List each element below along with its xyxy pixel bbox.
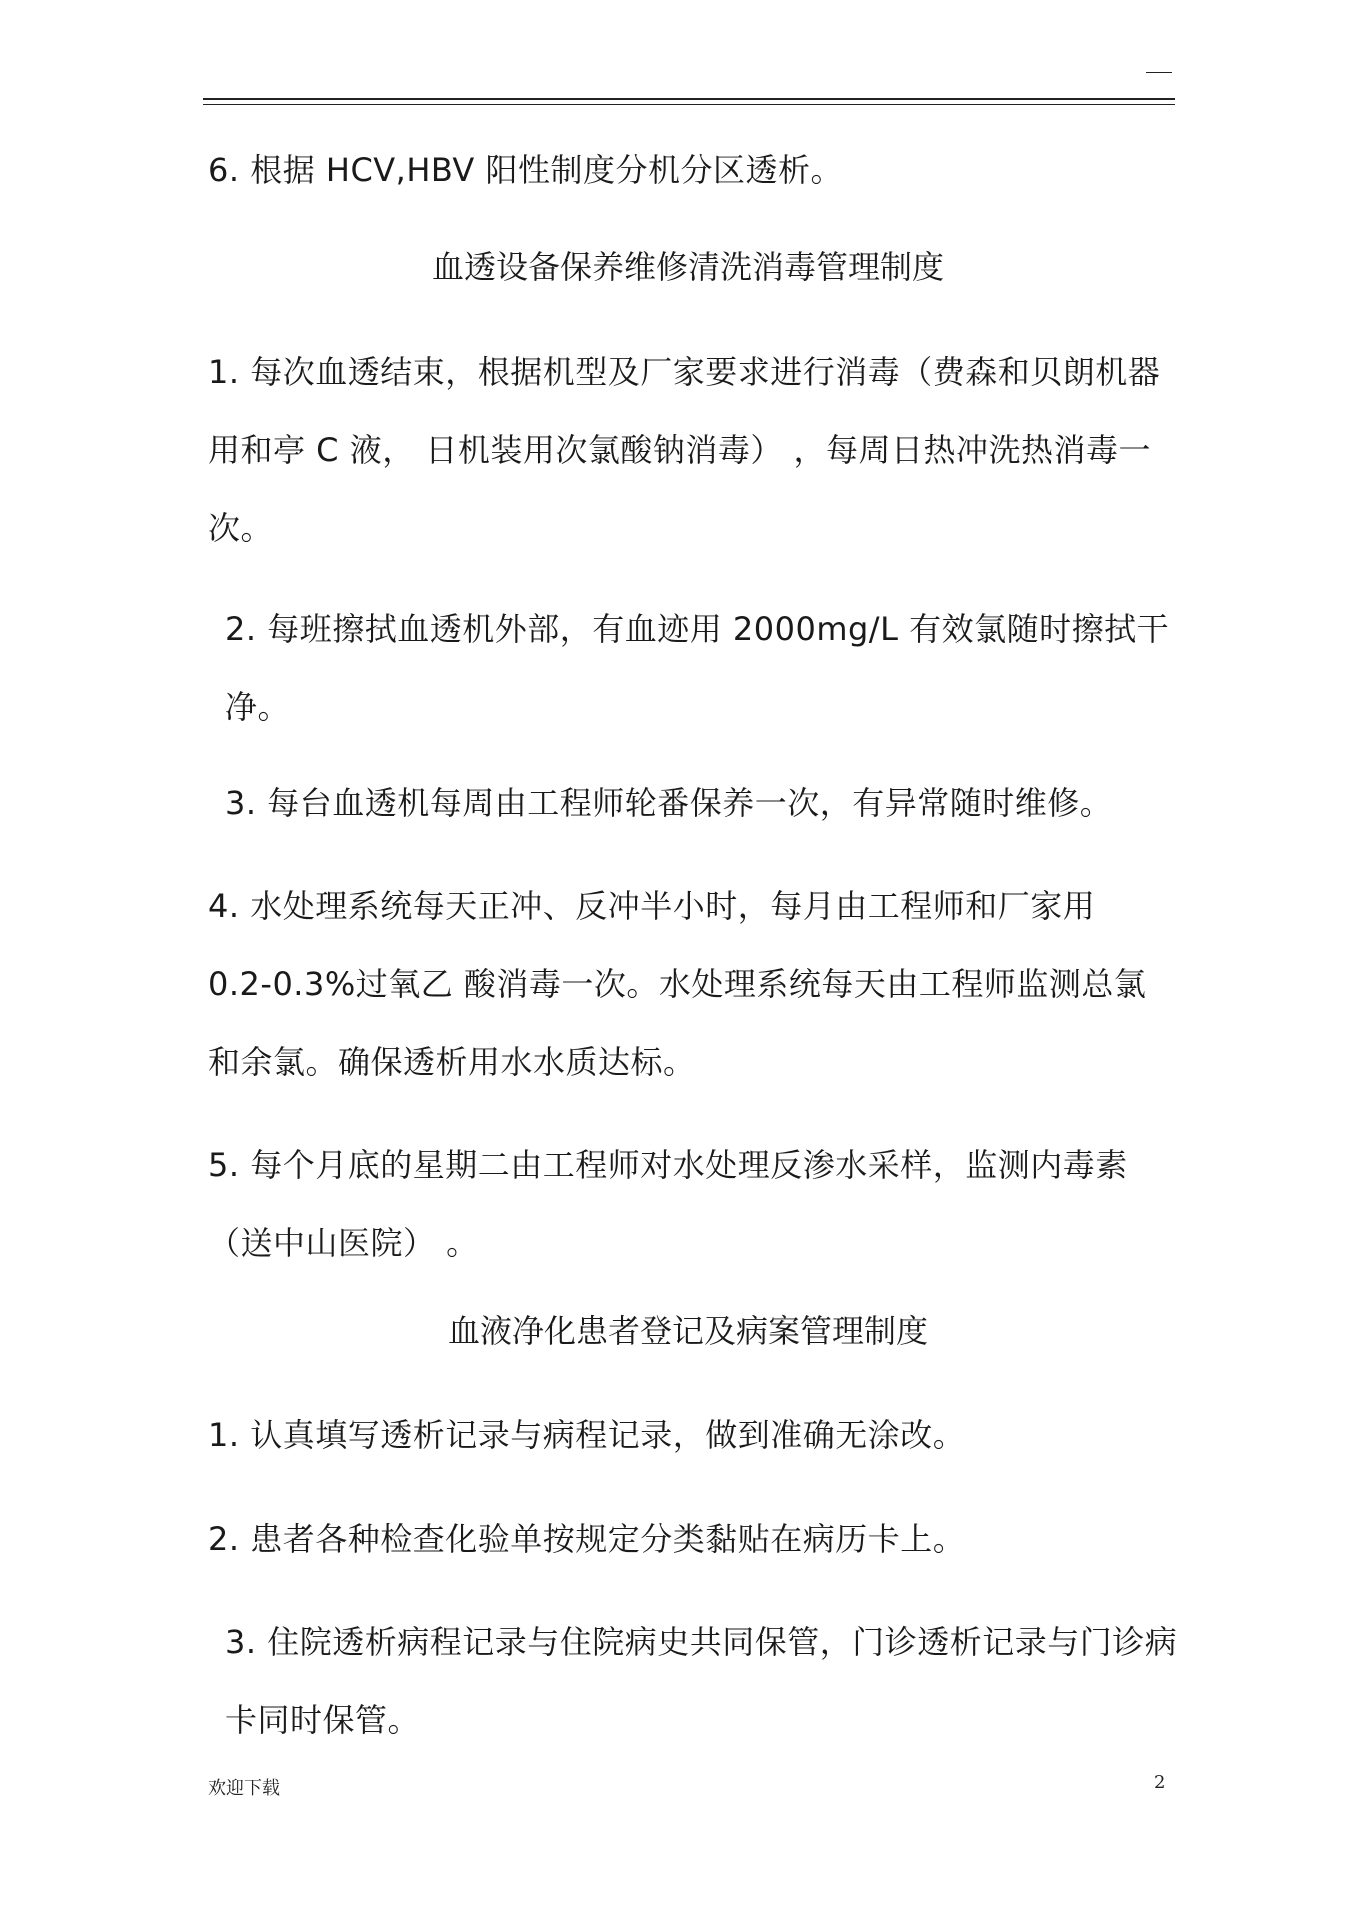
- paragraph-equipment-5: 5. 每个月底的星期二由工程师对水处理反渗水采样，监测内毒素（送中山医院） 。: [208, 1146, 1128, 1262]
- footer-download-text: 欢迎下载: [208, 1778, 280, 1799]
- header-rule: [203, 98, 1175, 100]
- paragraph-records-1: 1. 认真填写透析记录与病程记录，做到准确无涂改。: [208, 1416, 966, 1454]
- section-heading-records: 血液净化患者登记及病案管理制度: [447, 1312, 928, 1350]
- section-heading-equipment: 血透设备保养维修清洗消毒管理制度: [431, 248, 944, 286]
- page-number: 2: [1154, 1772, 1166, 1793]
- paragraph-records-2: 2. 患者各种检查化验单按规定分类黏贴在病历卡上。: [208, 1520, 966, 1558]
- paragraph-equipment-3: 3. 每台血透机每周由工程师轮番保养一次，有异常随时维修。: [225, 784, 1113, 822]
- paragraph-records-3: 3. 住院透析病程记录与住院病史共同保管，门诊透析记录与门诊病卡同时保管。: [225, 1623, 1178, 1739]
- paragraph-equipment-1: 1. 每次血透结束，根据机型及厂家要求进行消毒（费森和贝朗机器用和亭 C 液， 日机装用次氯酸钠消毒） ，每周日热冲洗热消毒一次。: [208, 353, 1161, 547]
- paragraph-item-6: 6. 根据 HCV,HBV 阳性制度分机分区透析。: [208, 151, 843, 189]
- header-mark: [1146, 72, 1172, 73]
- header-rule-thin: [203, 104, 1175, 105]
- paragraph-equipment-4: 4. 水处理系统每天正冲、反冲半小时，每月由工程师和厂家用 0.2-0.3%过氧乙 酸消毒一次。水处理系统每天由工程师监测总氯和余氯。确保透析用水水质达标。: [208, 887, 1147, 1081]
- paragraph-equipment-2: 2. 每班擦拭血透机外部，有血迹用 2000mg/L 有效氯随时擦拭干净。: [225, 610, 1170, 726]
